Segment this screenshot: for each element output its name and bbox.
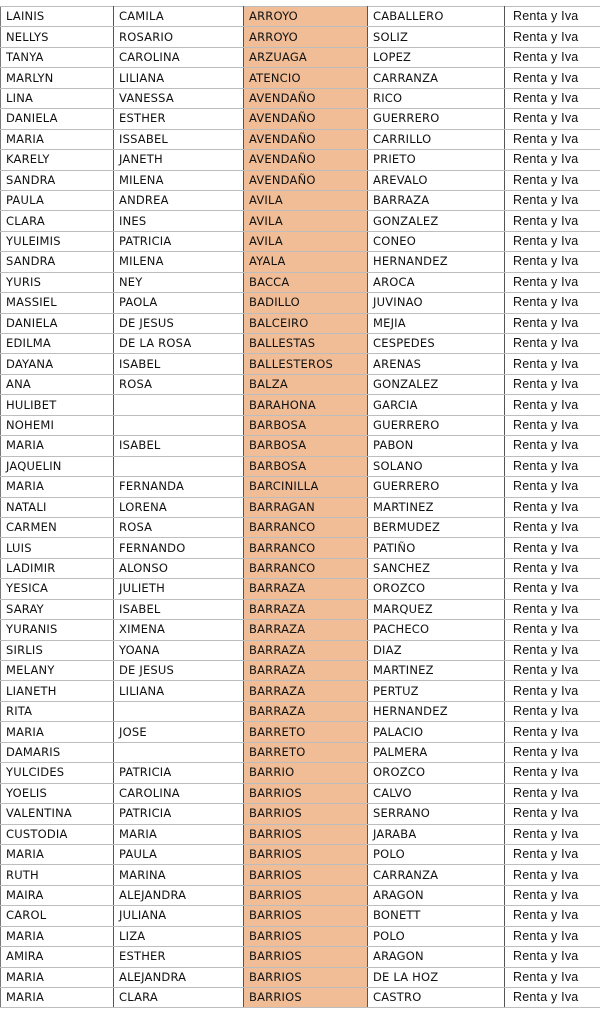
category-cell: Renta y Iva bbox=[505, 211, 600, 231]
category-cell: Renta y Iva bbox=[505, 906, 600, 926]
middle-name-cell: ISABEL bbox=[114, 354, 244, 374]
first-name-cell: CAROL bbox=[1, 906, 114, 926]
table-row bbox=[1, 681, 600, 701]
category-cell: Renta y Iva bbox=[505, 783, 600, 803]
category-cell: Renta y Iva bbox=[505, 170, 600, 190]
category-cell: Renta y Iva bbox=[505, 436, 600, 456]
category-cell: Renta y Iva bbox=[505, 497, 600, 517]
first-name-cell: MARIA bbox=[1, 477, 114, 497]
middle-name-cell: MARINA bbox=[114, 865, 244, 885]
first-surname-cell: BALLESTEROS bbox=[244, 354, 368, 374]
table-row bbox=[1, 27, 600, 47]
table-row bbox=[1, 456, 600, 476]
category-cell: Renta y Iva bbox=[505, 599, 600, 619]
first-name-cell: MAIRA bbox=[1, 885, 114, 905]
first-name-cell: SIRLIS bbox=[1, 640, 114, 660]
first-surname-cell: BARRIOS bbox=[244, 804, 368, 824]
first-name-cell: LADIMIR bbox=[1, 558, 114, 578]
first-surname-cell: BARRAZA bbox=[244, 579, 368, 599]
category-cell: Renta y Iva bbox=[505, 231, 600, 251]
second-surname-cell: SOLANO bbox=[368, 456, 505, 476]
table-row bbox=[1, 926, 600, 946]
first-name-cell: MARIA bbox=[1, 926, 114, 946]
table-row bbox=[1, 538, 600, 558]
first-name-cell: SANDRA bbox=[1, 252, 114, 272]
category-cell: Renta y Iva bbox=[505, 885, 600, 905]
middle-name-cell: JOSE bbox=[114, 722, 244, 742]
category-cell: Renta y Iva bbox=[505, 395, 600, 415]
category-cell: Renta y Iva bbox=[505, 926, 600, 946]
first-name-cell: MARIA bbox=[1, 988, 114, 1008]
table-row bbox=[1, 170, 600, 190]
second-surname-cell: CASTRO bbox=[368, 988, 505, 1008]
category-cell: Renta y Iva bbox=[505, 109, 600, 129]
first-surname-cell: ARZUAGA bbox=[244, 47, 368, 67]
category-cell: Renta y Iva bbox=[505, 558, 600, 578]
category-cell: Renta y Iva bbox=[505, 27, 600, 47]
second-surname-cell: PATIÑO bbox=[368, 538, 505, 558]
first-surname-cell: BARRIOS bbox=[244, 926, 368, 946]
table-row bbox=[1, 640, 600, 660]
middle-name-cell: PATRICIA bbox=[114, 804, 244, 824]
category-cell: Renta y Iva bbox=[505, 47, 600, 67]
first-surname-cell: BARRIOS bbox=[244, 824, 368, 844]
second-surname-cell: GUERRERO bbox=[368, 415, 505, 435]
middle-name-cell bbox=[114, 456, 244, 476]
first-surname-cell: BARRIO bbox=[244, 763, 368, 783]
second-surname-cell: PALACIO bbox=[368, 722, 505, 742]
middle-name-cell: JULIETH bbox=[114, 579, 244, 599]
second-surname-cell: HERNANDEZ bbox=[368, 701, 505, 721]
second-surname-cell: RICO bbox=[368, 88, 505, 108]
category-cell: Renta y Iva bbox=[505, 517, 600, 537]
category-cell: Renta y Iva bbox=[505, 579, 600, 599]
middle-name-cell: FERNANDA bbox=[114, 477, 244, 497]
table-row bbox=[1, 783, 600, 803]
first-name-cell: SANDRA bbox=[1, 170, 114, 190]
first-name-cell: MARIA bbox=[1, 967, 114, 987]
table-row bbox=[1, 477, 600, 497]
second-surname-cell: AREVALO bbox=[368, 170, 505, 190]
first-surname-cell: BARRAZA bbox=[244, 640, 368, 660]
table-row bbox=[1, 620, 600, 640]
second-surname-cell: JARABA bbox=[368, 824, 505, 844]
first-surname-cell: BARRAZA bbox=[244, 620, 368, 640]
first-surname-cell: BARRETO bbox=[244, 742, 368, 762]
second-surname-cell: PABON bbox=[368, 436, 505, 456]
middle-name-cell: INES bbox=[114, 211, 244, 231]
middle-name-cell: PATRICIA bbox=[114, 763, 244, 783]
table-row bbox=[1, 988, 600, 1008]
category-cell: Renta y Iva bbox=[505, 190, 600, 210]
table-row bbox=[1, 129, 600, 149]
first-name-cell: CLARA bbox=[1, 211, 114, 231]
first-name-cell: SARAY bbox=[1, 599, 114, 619]
table-row bbox=[1, 599, 600, 619]
middle-name-cell: ISABEL bbox=[114, 436, 244, 456]
table-row bbox=[1, 906, 600, 926]
category-cell: Renta y Iva bbox=[505, 824, 600, 844]
table-row bbox=[1, 272, 600, 292]
first-name-cell: MARIA bbox=[1, 844, 114, 864]
middle-name-cell: JANETH bbox=[114, 150, 244, 170]
second-surname-cell: HERNANDEZ bbox=[368, 252, 505, 272]
second-surname-cell: AROCA bbox=[368, 272, 505, 292]
first-surname-cell: BARRAZA bbox=[244, 599, 368, 619]
first-name-cell: JAQUELIN bbox=[1, 456, 114, 476]
category-cell: Renta y Iva bbox=[505, 742, 600, 762]
first-surname-cell: BARRAZA bbox=[244, 681, 368, 701]
first-name-cell: CUSTODIA bbox=[1, 824, 114, 844]
first-surname-cell: BARAHONA bbox=[244, 395, 368, 415]
table-row bbox=[1, 211, 600, 231]
table-row bbox=[1, 967, 600, 987]
second-surname-cell: ARAGON bbox=[368, 947, 505, 967]
table-row bbox=[1, 354, 600, 374]
category-cell: Renta y Iva bbox=[505, 456, 600, 476]
first-surname-cell: BARRANCO bbox=[244, 538, 368, 558]
category-cell: Renta y Iva bbox=[505, 252, 600, 272]
first-name-cell: YULEIMIS bbox=[1, 231, 114, 251]
second-surname-cell: GARCIA bbox=[368, 395, 505, 415]
first-name-cell: MASSIEL bbox=[1, 293, 114, 313]
table-row bbox=[1, 150, 600, 170]
middle-name-cell: FERNANDO bbox=[114, 538, 244, 558]
category-cell: Renta y Iva bbox=[505, 947, 600, 967]
first-name-cell: KARELY bbox=[1, 150, 114, 170]
first-surname-cell: BARCINILLA bbox=[244, 477, 368, 497]
category-cell: Renta y Iva bbox=[505, 477, 600, 497]
middle-name-cell: DE JESUS bbox=[114, 313, 244, 333]
first-surname-cell: AVILA bbox=[244, 190, 368, 210]
second-surname-cell: MARQUEZ bbox=[368, 599, 505, 619]
middle-name-cell: CAROLINA bbox=[114, 47, 244, 67]
table-row bbox=[1, 334, 600, 354]
second-surname-cell: OROZCO bbox=[368, 579, 505, 599]
second-surname-cell: GONZALEZ bbox=[368, 374, 505, 394]
second-surname-cell: MARTINEZ bbox=[368, 661, 505, 681]
table-row bbox=[1, 804, 600, 824]
first-surname-cell: ARROYO bbox=[244, 7, 368, 27]
first-name-cell: LINA bbox=[1, 88, 114, 108]
first-surname-cell: AYALA bbox=[244, 252, 368, 272]
first-name-cell: YOELIS bbox=[1, 783, 114, 803]
middle-name-cell bbox=[114, 395, 244, 415]
second-surname-cell: OROZCO bbox=[368, 763, 505, 783]
middle-name-cell: NEY bbox=[114, 272, 244, 292]
middle-name-cell: XIMENA bbox=[114, 620, 244, 640]
first-name-cell: RITA bbox=[1, 701, 114, 721]
first-name-cell: NELLYS bbox=[1, 27, 114, 47]
first-name-cell: TANYA bbox=[1, 47, 114, 67]
middle-name-cell: ROSARIO bbox=[114, 27, 244, 47]
category-cell: Renta y Iva bbox=[505, 313, 600, 333]
first-name-cell: CARMEN bbox=[1, 517, 114, 537]
category-cell: Renta y Iva bbox=[505, 129, 600, 149]
middle-name-cell: LILIANA bbox=[114, 68, 244, 88]
second-surname-cell: BARRAZA bbox=[368, 190, 505, 210]
first-surname-cell: BARBOSA bbox=[244, 456, 368, 476]
middle-name-cell: PAOLA bbox=[114, 293, 244, 313]
second-surname-cell: CESPEDES bbox=[368, 334, 505, 354]
first-name-cell: LUIS bbox=[1, 538, 114, 558]
second-surname-cell: SANCHEZ bbox=[368, 558, 505, 578]
category-cell: Renta y Iva bbox=[505, 334, 600, 354]
second-surname-cell: CARRANZA bbox=[368, 68, 505, 88]
category-cell: Renta y Iva bbox=[505, 88, 600, 108]
first-name-cell: YULCIDES bbox=[1, 763, 114, 783]
table-row bbox=[1, 231, 600, 251]
table-row bbox=[1, 293, 600, 313]
middle-name-cell bbox=[114, 701, 244, 721]
middle-name-cell: YOANA bbox=[114, 640, 244, 660]
first-surname-cell: AVILA bbox=[244, 231, 368, 251]
second-surname-cell: PRIETO bbox=[368, 150, 505, 170]
first-surname-cell: BARRIOS bbox=[244, 988, 368, 1008]
first-name-cell: MARLYN bbox=[1, 68, 114, 88]
second-surname-cell: POLO bbox=[368, 926, 505, 946]
middle-name-cell: CAMILA bbox=[114, 7, 244, 27]
first-surname-cell: BARBOSA bbox=[244, 436, 368, 456]
second-surname-cell: CARRANZA bbox=[368, 865, 505, 885]
first-name-cell: NOHEMI bbox=[1, 415, 114, 435]
category-cell: Renta y Iva bbox=[505, 640, 600, 660]
first-surname-cell: BARRIOS bbox=[244, 783, 368, 803]
first-name-cell: MELANY bbox=[1, 661, 114, 681]
first-surname-cell: BARRAZA bbox=[244, 661, 368, 681]
table-row bbox=[1, 88, 600, 108]
middle-name-cell: JULIANA bbox=[114, 906, 244, 926]
category-cell: Renta y Iva bbox=[505, 701, 600, 721]
name-table bbox=[0, 6, 600, 1008]
first-name-cell: YURANIS bbox=[1, 620, 114, 640]
second-surname-cell: CONEO bbox=[368, 231, 505, 251]
first-surname-cell: AVENDAÑO bbox=[244, 109, 368, 129]
middle-name-cell: ANDREA bbox=[114, 190, 244, 210]
middle-name-cell: ESTHER bbox=[114, 109, 244, 129]
second-surname-cell: LOPEZ bbox=[368, 47, 505, 67]
middle-name-cell: ALEJANDRA bbox=[114, 885, 244, 905]
second-surname-cell: BERMUDEZ bbox=[368, 517, 505, 537]
first-name-cell: NATALI bbox=[1, 497, 114, 517]
second-surname-cell: GONZALEZ bbox=[368, 211, 505, 231]
first-surname-cell: AVENDAÑO bbox=[244, 129, 368, 149]
table-row bbox=[1, 252, 600, 272]
first-surname-cell: BARRAZA bbox=[244, 701, 368, 721]
second-surname-cell: SERRANO bbox=[368, 804, 505, 824]
category-cell: Renta y Iva bbox=[505, 763, 600, 783]
middle-name-cell: CLARA bbox=[114, 988, 244, 1008]
category-cell: Renta y Iva bbox=[505, 681, 600, 701]
first-name-cell: HULIBET bbox=[1, 395, 114, 415]
first-surname-cell: ATENCIO bbox=[244, 68, 368, 88]
first-surname-cell: BACCA bbox=[244, 272, 368, 292]
middle-name-cell: VANESSA bbox=[114, 88, 244, 108]
category-cell: Renta y Iva bbox=[505, 272, 600, 292]
middle-name-cell: ISSABEL bbox=[114, 129, 244, 149]
table-row bbox=[1, 109, 600, 129]
table-row bbox=[1, 374, 600, 394]
name-list-sheet bbox=[0, 6, 600, 1008]
category-cell: Renta y Iva bbox=[505, 415, 600, 435]
table-row bbox=[1, 844, 600, 864]
first-name-cell: DANIELA bbox=[1, 313, 114, 333]
second-surname-cell: MARTINEZ bbox=[368, 497, 505, 517]
second-surname-cell: JUVINAO bbox=[368, 293, 505, 313]
table-row bbox=[1, 558, 600, 578]
first-name-cell: MARIA bbox=[1, 722, 114, 742]
first-surname-cell: BARRETO bbox=[244, 722, 368, 742]
first-name-cell: MARIA bbox=[1, 129, 114, 149]
second-surname-cell: GUERRERO bbox=[368, 109, 505, 129]
first-surname-cell: BARRAGAN bbox=[244, 497, 368, 517]
table-row bbox=[1, 579, 600, 599]
category-cell: Renta y Iva bbox=[505, 661, 600, 681]
table-row bbox=[1, 885, 600, 905]
second-surname-cell: ARAGON bbox=[368, 885, 505, 905]
table-row bbox=[1, 190, 600, 210]
second-surname-cell: CALVO bbox=[368, 783, 505, 803]
first-name-cell: LAINIS bbox=[1, 7, 114, 27]
middle-name-cell: ALONSO bbox=[114, 558, 244, 578]
middle-name-cell: ROSA bbox=[114, 374, 244, 394]
second-surname-cell: ARENAS bbox=[368, 354, 505, 374]
middle-name-cell: DE LA ROSA bbox=[114, 334, 244, 354]
first-surname-cell: AVENDAÑO bbox=[244, 150, 368, 170]
middle-name-cell: ESTHER bbox=[114, 947, 244, 967]
first-name-cell: PAULA bbox=[1, 190, 114, 210]
middle-name-cell: PAULA bbox=[114, 844, 244, 864]
second-surname-cell: BONETT bbox=[368, 906, 505, 926]
second-surname-cell: GUERRERO bbox=[368, 477, 505, 497]
table-row bbox=[1, 661, 600, 681]
middle-name-cell: LIZA bbox=[114, 926, 244, 946]
table-row bbox=[1, 865, 600, 885]
first-surname-cell: BARRANCO bbox=[244, 517, 368, 537]
middle-name-cell: MARIA bbox=[114, 824, 244, 844]
table-row bbox=[1, 415, 600, 435]
category-cell: Renta y Iva bbox=[505, 865, 600, 885]
first-name-cell: DAMARIS bbox=[1, 742, 114, 762]
middle-name-cell bbox=[114, 742, 244, 762]
table-row bbox=[1, 395, 600, 415]
first-name-cell: LIANETH bbox=[1, 681, 114, 701]
first-name-cell: EDILMA bbox=[1, 334, 114, 354]
category-cell: Renta y Iva bbox=[505, 293, 600, 313]
table-row bbox=[1, 701, 600, 721]
first-surname-cell: BARRIOS bbox=[244, 844, 368, 864]
first-surname-cell: AVILA bbox=[244, 211, 368, 231]
table-row bbox=[1, 313, 600, 333]
category-cell: Renta y Iva bbox=[505, 374, 600, 394]
middle-name-cell: LILIANA bbox=[114, 681, 244, 701]
first-name-cell: MARIA bbox=[1, 436, 114, 456]
middle-name-cell: MILENA bbox=[114, 170, 244, 190]
category-cell: Renta y Iva bbox=[505, 538, 600, 558]
table-row bbox=[1, 47, 600, 67]
table-row bbox=[1, 517, 600, 537]
table-row bbox=[1, 947, 600, 967]
first-surname-cell: AVENDAÑO bbox=[244, 88, 368, 108]
middle-name-cell: LORENA bbox=[114, 497, 244, 517]
table-row bbox=[1, 436, 600, 456]
first-surname-cell: BARRANCO bbox=[244, 558, 368, 578]
table-row bbox=[1, 742, 600, 762]
first-name-cell: DANIELA bbox=[1, 109, 114, 129]
second-surname-cell: SOLIZ bbox=[368, 27, 505, 47]
second-surname-cell: PACHECO bbox=[368, 620, 505, 640]
first-name-cell: VALENTINA bbox=[1, 804, 114, 824]
category-cell: Renta y Iva bbox=[505, 68, 600, 88]
table-row bbox=[1, 722, 600, 742]
table-row bbox=[1, 763, 600, 783]
table-row bbox=[1, 824, 600, 844]
category-cell: Renta y Iva bbox=[505, 967, 600, 987]
first-surname-cell: BARRIOS bbox=[244, 865, 368, 885]
second-surname-cell: PERTUZ bbox=[368, 681, 505, 701]
first-name-cell: ANA bbox=[1, 374, 114, 394]
table-row bbox=[1, 68, 600, 88]
first-surname-cell: BARRIOS bbox=[244, 906, 368, 926]
middle-name-cell: ALEJANDRA bbox=[114, 967, 244, 987]
table-row bbox=[1, 7, 600, 27]
category-cell: Renta y Iva bbox=[505, 7, 600, 27]
second-surname-cell: PALMERA bbox=[368, 742, 505, 762]
category-cell: Renta y Iva bbox=[505, 620, 600, 640]
first-name-cell: YURIS bbox=[1, 272, 114, 292]
category-cell: Renta y Iva bbox=[505, 844, 600, 864]
category-cell: Renta y Iva bbox=[505, 150, 600, 170]
first-surname-cell: BALZA bbox=[244, 374, 368, 394]
middle-name-cell: PATRICIA bbox=[114, 231, 244, 251]
first-surname-cell: BALCEIRO bbox=[244, 313, 368, 333]
category-cell: Renta y Iva bbox=[505, 354, 600, 374]
category-cell: Renta y Iva bbox=[505, 722, 600, 742]
first-surname-cell: BARBOSA bbox=[244, 415, 368, 435]
first-surname-cell: BADILLO bbox=[244, 293, 368, 313]
first-name-cell: RUTH bbox=[1, 865, 114, 885]
second-surname-cell: DIAZ bbox=[368, 640, 505, 660]
first-surname-cell: ARROYO bbox=[244, 27, 368, 47]
table-row bbox=[1, 497, 600, 517]
first-surname-cell: BALLESTAS bbox=[244, 334, 368, 354]
middle-name-cell: DE JESUS bbox=[114, 661, 244, 681]
category-cell: Renta y Iva bbox=[505, 988, 600, 1008]
name-table-body bbox=[1, 7, 600, 1008]
middle-name-cell: ISABEL bbox=[114, 599, 244, 619]
middle-name-cell: CAROLINA bbox=[114, 783, 244, 803]
second-surname-cell: MEJIA bbox=[368, 313, 505, 333]
category-cell: Renta y Iva bbox=[505, 804, 600, 824]
first-surname-cell: AVENDAÑO bbox=[244, 170, 368, 190]
first-surname-cell: BARRIOS bbox=[244, 947, 368, 967]
first-name-cell: DAYANA bbox=[1, 354, 114, 374]
second-surname-cell: CABALLERO bbox=[368, 7, 505, 27]
middle-name-cell bbox=[114, 415, 244, 435]
first-surname-cell: BARRIOS bbox=[244, 967, 368, 987]
first-name-cell: YESICA bbox=[1, 579, 114, 599]
middle-name-cell: MILENA bbox=[114, 252, 244, 272]
second-surname-cell: DE LA HOZ bbox=[368, 967, 505, 987]
second-surname-cell: CARRILLO bbox=[368, 129, 505, 149]
first-surname-cell: BARRIOS bbox=[244, 885, 368, 905]
first-name-cell: AMIRA bbox=[1, 947, 114, 967]
second-surname-cell: POLO bbox=[368, 844, 505, 864]
middle-name-cell: ROSA bbox=[114, 517, 244, 537]
